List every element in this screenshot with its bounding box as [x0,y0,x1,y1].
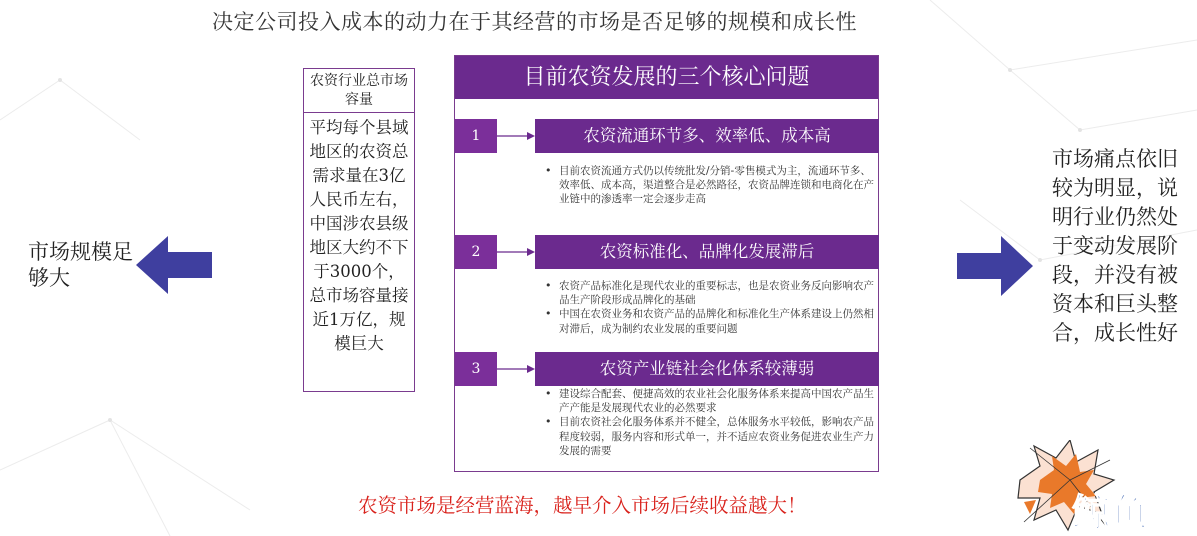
problem-title-bar: 农资标准化、品牌化发展滞后 [535,235,879,269]
market-size-box [303,68,415,392]
problem-bullet-list [543,164,881,207]
problem-bullet-list [543,279,881,336]
whale-logo [1010,440,1197,536]
problem-number-badge: 2 [455,235,497,269]
right-arrow-icon [957,236,1033,296]
problem-number-badge: 3 [455,352,497,386]
page-title: 决定公司投入成本的动力在于其经营的市场是否足够的规模和成长性 [212,10,857,34]
problem-bullet: • 目前农资流通方式仍以传统批发/分销-零售模式为主，流通环节多、效率低、成本高，渠道整合是必然路径，农资品牌连锁和电商化在产业链中的渗透率一定会逐步走高 [555,164,881,207]
core-problems-panel [454,55,879,472]
problem-title-bar: 农资产业链社会化体系较薄弱 [535,352,879,386]
market-scale-label: 市场规模足够大 [28,240,133,290]
market-size-body: 平均每个县域地区的农资总需求量在3亿人民币左右，中国涉农县级地区大约不下于3000个，总市场容量接近1万亿，规模巨大 [309,118,409,353]
connector-arrow-icon [497,130,535,142]
problem-bullet: • 中国在农资业务和农资产品的品牌化和标准化生产体系建设上仍然相对滞后，成为制约农业发展的重要问题 [555,307,881,335]
connector-arrow-icon [497,363,535,375]
market-size-header: 农资行业总市场容量 [304,69,414,113]
logo-text: 鲸鱼 [1072,491,1149,535]
problem-title-bar: 农资流通环节多、效率低、成本高 [535,119,879,153]
problem-bullet-list [543,387,881,458]
connector-arrow-icon [497,246,535,258]
left-arrow-icon [136,236,214,294]
conclusion-text: 农资市场是经营蓝海，越早介入市场后续收益越大！ [358,494,807,517]
problem-bullet: • 建设综合配套、便捷高效的农业社会化服务体系来提高中国农产品生产产能是发展现代农业的必然要求 [555,387,881,415]
problem-bullet: • 农资产品标准化是现代农业的重要标志，也是农资业务反向影响农产品生产阶段形成品牌化的基础 [555,279,881,307]
problem-number-badge: 1 [455,119,497,153]
core-problems-header: 目前农资发展的三个核心问题 [455,56,878,99]
problem-bullet: • 目前农资社会化服务体系并不健全，总体服务水平较低，影响农产品程度较弱，服务内容和形式单一，并不适应农资业务促进农业生产力发展的需要 [555,415,881,458]
pain-point-label: 市场痛点依旧较为明显，说明行业仍然处于变动发展阶段，并没有被资本和巨头整合，成长性好 [1052,147,1178,345]
